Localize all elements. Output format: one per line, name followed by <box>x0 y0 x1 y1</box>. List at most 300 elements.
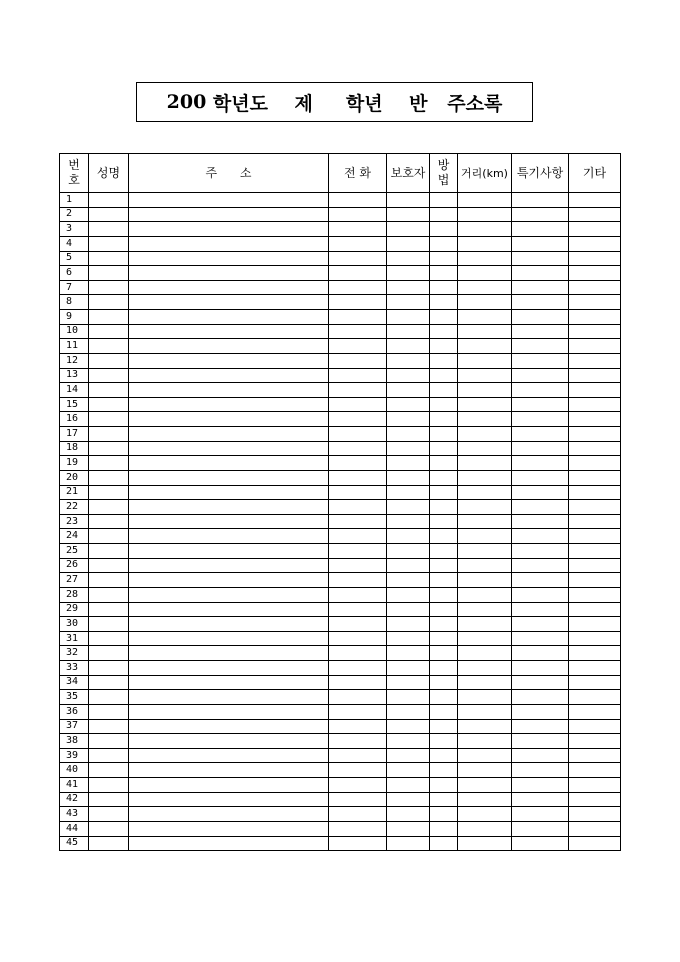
distance-cell[interactable] <box>458 222 512 237</box>
other-cell[interactable] <box>569 748 621 763</box>
address-cell[interactable] <box>129 587 329 602</box>
phone-cell[interactable] <box>329 193 387 208</box>
guardian-cell[interactable] <box>387 617 430 632</box>
other-cell[interactable] <box>569 631 621 646</box>
address-cell[interactable] <box>129 368 329 383</box>
name-cell[interactable] <box>89 456 129 471</box>
notes-cell[interactable] <box>512 836 569 851</box>
other-cell[interactable] <box>569 427 621 442</box>
notes-cell[interactable] <box>512 456 569 471</box>
guardian-cell[interactable] <box>387 470 430 485</box>
guardian-cell[interactable] <box>387 514 430 529</box>
address-cell[interactable] <box>129 631 329 646</box>
phone-cell[interactable] <box>329 427 387 442</box>
distance-cell[interactable] <box>458 558 512 573</box>
phone-cell[interactable] <box>329 631 387 646</box>
distance-cell[interactable] <box>458 763 512 778</box>
notes-cell[interactable] <box>512 646 569 661</box>
address-cell[interactable] <box>129 704 329 719</box>
notes-cell[interactable] <box>512 383 569 398</box>
name-cell[interactable] <box>89 500 129 515</box>
guardian-cell[interactable] <box>387 792 430 807</box>
notes-cell[interactable] <box>512 587 569 602</box>
address-cell[interactable] <box>129 602 329 617</box>
notes-cell[interactable] <box>512 529 569 544</box>
address-cell[interactable] <box>129 324 329 339</box>
notes-cell[interactable] <box>512 339 569 354</box>
method-cell[interactable] <box>430 222 458 237</box>
notes-cell[interactable] <box>512 236 569 251</box>
method-cell[interactable] <box>430 602 458 617</box>
guardian-cell[interactable] <box>387 280 430 295</box>
address-cell[interactable] <box>129 529 329 544</box>
other-cell[interactable] <box>569 353 621 368</box>
method-cell[interactable] <box>430 661 458 676</box>
other-cell[interactable] <box>569 719 621 734</box>
address-cell[interactable] <box>129 207 329 222</box>
phone-cell[interactable] <box>329 792 387 807</box>
name-cell[interactable] <box>89 485 129 500</box>
name-cell[interactable] <box>89 778 129 793</box>
notes-cell[interactable] <box>512 222 569 237</box>
phone-cell[interactable] <box>329 310 387 325</box>
phone-cell[interactable] <box>329 719 387 734</box>
distance-cell[interactable] <box>458 280 512 295</box>
notes-cell[interactable] <box>512 485 569 500</box>
other-cell[interactable] <box>569 704 621 719</box>
name-cell[interactable] <box>89 748 129 763</box>
address-cell[interactable] <box>129 295 329 310</box>
address-cell[interactable] <box>129 470 329 485</box>
name-cell[interactable] <box>89 280 129 295</box>
name-cell[interactable] <box>89 412 129 427</box>
name-cell[interactable] <box>89 690 129 705</box>
method-cell[interactable] <box>430 500 458 515</box>
other-cell[interactable] <box>569 690 621 705</box>
other-cell[interactable] <box>569 383 621 398</box>
other-cell[interactable] <box>569 514 621 529</box>
guardian-cell[interactable] <box>387 661 430 676</box>
notes-cell[interactable] <box>512 193 569 208</box>
phone-cell[interactable] <box>329 544 387 559</box>
other-cell[interactable] <box>569 207 621 222</box>
guardian-cell[interactable] <box>387 763 430 778</box>
notes-cell[interactable] <box>512 368 569 383</box>
notes-cell[interactable] <box>512 661 569 676</box>
notes-cell[interactable] <box>512 353 569 368</box>
notes-cell[interactable] <box>512 514 569 529</box>
address-cell[interactable] <box>129 558 329 573</box>
other-cell[interactable] <box>569 792 621 807</box>
guardian-cell[interactable] <box>387 734 430 749</box>
address-cell[interactable] <box>129 807 329 822</box>
method-cell[interactable] <box>430 617 458 632</box>
guardian-cell[interactable] <box>387 353 430 368</box>
notes-cell[interactable] <box>512 251 569 266</box>
method-cell[interactable] <box>430 427 458 442</box>
address-cell[interactable] <box>129 617 329 632</box>
guardian-cell[interactable] <box>387 704 430 719</box>
method-cell[interactable] <box>430 792 458 807</box>
notes-cell[interactable] <box>512 734 569 749</box>
name-cell[interactable] <box>89 295 129 310</box>
guardian-cell[interactable] <box>387 807 430 822</box>
other-cell[interactable] <box>569 470 621 485</box>
other-cell[interactable] <box>569 836 621 851</box>
guardian-cell[interactable] <box>387 383 430 398</box>
name-cell[interactable] <box>89 368 129 383</box>
address-cell[interactable] <box>129 222 329 237</box>
distance-cell[interactable] <box>458 207 512 222</box>
guardian-cell[interactable] <box>387 529 430 544</box>
guardian-cell[interactable] <box>387 456 430 471</box>
method-cell[interactable] <box>430 470 458 485</box>
distance-cell[interactable] <box>458 514 512 529</box>
method-cell[interactable] <box>430 397 458 412</box>
name-cell[interactable] <box>89 602 129 617</box>
phone-cell[interactable] <box>329 587 387 602</box>
guardian-cell[interactable] <box>387 339 430 354</box>
address-cell[interactable] <box>129 456 329 471</box>
address-cell[interactable] <box>129 763 329 778</box>
distance-cell[interactable] <box>458 587 512 602</box>
guardian-cell[interactable] <box>387 441 430 456</box>
distance-cell[interactable] <box>458 602 512 617</box>
method-cell[interactable] <box>430 368 458 383</box>
name-cell[interactable] <box>89 587 129 602</box>
guardian-cell[interactable] <box>387 324 430 339</box>
notes-cell[interactable] <box>512 631 569 646</box>
name-cell[interactable] <box>89 821 129 836</box>
name-cell[interactable] <box>89 383 129 398</box>
phone-cell[interactable] <box>329 353 387 368</box>
method-cell[interactable] <box>430 587 458 602</box>
method-cell[interactable] <box>430 719 458 734</box>
phone-cell[interactable] <box>329 280 387 295</box>
phone-cell[interactable] <box>329 529 387 544</box>
address-cell[interactable] <box>129 383 329 398</box>
name-cell[interactable] <box>89 558 129 573</box>
guardian-cell[interactable] <box>387 500 430 515</box>
other-cell[interactable] <box>569 193 621 208</box>
notes-cell[interactable] <box>512 748 569 763</box>
address-cell[interactable] <box>129 266 329 281</box>
name-cell[interactable] <box>89 514 129 529</box>
distance-cell[interactable] <box>458 778 512 793</box>
name-cell[interactable] <box>89 646 129 661</box>
distance-cell[interactable] <box>458 719 512 734</box>
other-cell[interactable] <box>569 763 621 778</box>
name-cell[interactable] <box>89 324 129 339</box>
other-cell[interactable] <box>569 339 621 354</box>
guardian-cell[interactable] <box>387 602 430 617</box>
notes-cell[interactable] <box>512 704 569 719</box>
method-cell[interactable] <box>430 836 458 851</box>
method-cell[interactable] <box>430 383 458 398</box>
phone-cell[interactable] <box>329 324 387 339</box>
phone-cell[interactable] <box>329 456 387 471</box>
address-cell[interactable] <box>129 573 329 588</box>
guardian-cell[interactable] <box>387 558 430 573</box>
method-cell[interactable] <box>430 748 458 763</box>
distance-cell[interactable] <box>458 485 512 500</box>
phone-cell[interactable] <box>329 266 387 281</box>
name-cell[interactable] <box>89 544 129 559</box>
name-cell[interactable] <box>89 661 129 676</box>
name-cell[interactable] <box>89 339 129 354</box>
distance-cell[interactable] <box>458 573 512 588</box>
distance-cell[interactable] <box>458 266 512 281</box>
guardian-cell[interactable] <box>387 368 430 383</box>
name-cell[interactable] <box>89 470 129 485</box>
address-cell[interactable] <box>129 778 329 793</box>
phone-cell[interactable] <box>329 748 387 763</box>
notes-cell[interactable] <box>512 324 569 339</box>
phone-cell[interactable] <box>329 222 387 237</box>
guardian-cell[interactable] <box>387 397 430 412</box>
name-cell[interactable] <box>89 573 129 588</box>
method-cell[interactable] <box>430 763 458 778</box>
other-cell[interactable] <box>569 368 621 383</box>
other-cell[interactable] <box>569 295 621 310</box>
guardian-cell[interactable] <box>387 778 430 793</box>
method-cell[interactable] <box>430 514 458 529</box>
other-cell[interactable] <box>569 587 621 602</box>
address-cell[interactable] <box>129 251 329 266</box>
other-cell[interactable] <box>569 222 621 237</box>
method-cell[interactable] <box>430 646 458 661</box>
other-cell[interactable] <box>569 807 621 822</box>
name-cell[interactable] <box>89 251 129 266</box>
distance-cell[interactable] <box>458 236 512 251</box>
method-cell[interactable] <box>430 339 458 354</box>
name-cell[interactable] <box>89 763 129 778</box>
notes-cell[interactable] <box>512 763 569 778</box>
notes-cell[interactable] <box>512 792 569 807</box>
distance-cell[interactable] <box>458 529 512 544</box>
name-cell[interactable] <box>89 353 129 368</box>
address-cell[interactable] <box>129 193 329 208</box>
distance-cell[interactable] <box>458 310 512 325</box>
address-cell[interactable] <box>129 310 329 325</box>
other-cell[interactable] <box>569 617 621 632</box>
method-cell[interactable] <box>430 734 458 749</box>
name-cell[interactable] <box>89 266 129 281</box>
distance-cell[interactable] <box>458 295 512 310</box>
distance-cell[interactable] <box>458 690 512 705</box>
address-cell[interactable] <box>129 544 329 559</box>
method-cell[interactable] <box>430 631 458 646</box>
phone-cell[interactable] <box>329 339 387 354</box>
phone-cell[interactable] <box>329 661 387 676</box>
name-cell[interactable] <box>89 734 129 749</box>
name-cell[interactable] <box>89 719 129 734</box>
notes-cell[interactable] <box>512 558 569 573</box>
notes-cell[interactable] <box>512 602 569 617</box>
guardian-cell[interactable] <box>387 207 430 222</box>
notes-cell[interactable] <box>512 544 569 559</box>
method-cell[interactable] <box>430 193 458 208</box>
method-cell[interactable] <box>430 573 458 588</box>
method-cell[interactable] <box>430 675 458 690</box>
distance-cell[interactable] <box>458 412 512 427</box>
phone-cell[interactable] <box>329 807 387 822</box>
address-cell[interactable] <box>129 514 329 529</box>
other-cell[interactable] <box>569 485 621 500</box>
other-cell[interactable] <box>569 236 621 251</box>
address-cell[interactable] <box>129 675 329 690</box>
method-cell[interactable] <box>430 295 458 310</box>
phone-cell[interactable] <box>329 412 387 427</box>
phone-cell[interactable] <box>329 690 387 705</box>
name-cell[interactable] <box>89 441 129 456</box>
phone-cell[interactable] <box>329 514 387 529</box>
distance-cell[interactable] <box>458 324 512 339</box>
phone-cell[interactable] <box>329 207 387 222</box>
notes-cell[interactable] <box>512 441 569 456</box>
method-cell[interactable] <box>430 558 458 573</box>
distance-cell[interactable] <box>458 836 512 851</box>
name-cell[interactable] <box>89 193 129 208</box>
guardian-cell[interactable] <box>387 748 430 763</box>
distance-cell[interactable] <box>458 397 512 412</box>
name-cell[interactable] <box>89 807 129 822</box>
guardian-cell[interactable] <box>387 544 430 559</box>
address-cell[interactable] <box>129 719 329 734</box>
phone-cell[interactable] <box>329 821 387 836</box>
method-cell[interactable] <box>430 324 458 339</box>
phone-cell[interactable] <box>329 441 387 456</box>
address-cell[interactable] <box>129 397 329 412</box>
method-cell[interactable] <box>430 456 458 471</box>
notes-cell[interactable] <box>512 821 569 836</box>
address-cell[interactable] <box>129 734 329 749</box>
other-cell[interactable] <box>569 251 621 266</box>
notes-cell[interactable] <box>512 675 569 690</box>
notes-cell[interactable] <box>512 280 569 295</box>
distance-cell[interactable] <box>458 441 512 456</box>
address-cell[interactable] <box>129 427 329 442</box>
guardian-cell[interactable] <box>387 675 430 690</box>
name-cell[interactable] <box>89 236 129 251</box>
other-cell[interactable] <box>569 544 621 559</box>
notes-cell[interactable] <box>512 500 569 515</box>
phone-cell[interactable] <box>329 251 387 266</box>
other-cell[interactable] <box>569 529 621 544</box>
guardian-cell[interactable] <box>387 236 430 251</box>
method-cell[interactable] <box>430 236 458 251</box>
other-cell[interactable] <box>569 266 621 281</box>
name-cell[interactable] <box>89 704 129 719</box>
distance-cell[interactable] <box>458 500 512 515</box>
other-cell[interactable] <box>569 558 621 573</box>
distance-cell[interactable] <box>458 470 512 485</box>
other-cell[interactable] <box>569 734 621 749</box>
guardian-cell[interactable] <box>387 836 430 851</box>
distance-cell[interactable] <box>458 427 512 442</box>
other-cell[interactable] <box>569 821 621 836</box>
phone-cell[interactable] <box>329 602 387 617</box>
guardian-cell[interactable] <box>387 485 430 500</box>
notes-cell[interactable] <box>512 412 569 427</box>
other-cell[interactable] <box>569 310 621 325</box>
phone-cell[interactable] <box>329 368 387 383</box>
other-cell[interactable] <box>569 661 621 676</box>
other-cell[interactable] <box>569 441 621 456</box>
notes-cell[interactable] <box>512 427 569 442</box>
notes-cell[interactable] <box>512 295 569 310</box>
guardian-cell[interactable] <box>387 631 430 646</box>
distance-cell[interactable] <box>458 675 512 690</box>
guardian-cell[interactable] <box>387 719 430 734</box>
phone-cell[interactable] <box>329 836 387 851</box>
address-cell[interactable] <box>129 485 329 500</box>
notes-cell[interactable] <box>512 310 569 325</box>
address-cell[interactable] <box>129 412 329 427</box>
name-cell[interactable] <box>89 617 129 632</box>
method-cell[interactable] <box>430 441 458 456</box>
guardian-cell[interactable] <box>387 222 430 237</box>
method-cell[interactable] <box>430 280 458 295</box>
phone-cell[interactable] <box>329 295 387 310</box>
address-cell[interactable] <box>129 500 329 515</box>
phone-cell[interactable] <box>329 470 387 485</box>
distance-cell[interactable] <box>458 821 512 836</box>
distance-cell[interactable] <box>458 631 512 646</box>
distance-cell[interactable] <box>458 807 512 822</box>
method-cell[interactable] <box>430 207 458 222</box>
other-cell[interactable] <box>569 675 621 690</box>
method-cell[interactable] <box>430 690 458 705</box>
address-cell[interactable] <box>129 353 329 368</box>
name-cell[interactable] <box>89 427 129 442</box>
other-cell[interactable] <box>569 500 621 515</box>
guardian-cell[interactable] <box>387 690 430 705</box>
method-cell[interactable] <box>430 529 458 544</box>
phone-cell[interactable] <box>329 617 387 632</box>
address-cell[interactable] <box>129 748 329 763</box>
address-cell[interactable] <box>129 661 329 676</box>
address-cell[interactable] <box>129 646 329 661</box>
address-cell[interactable] <box>129 441 329 456</box>
guardian-cell[interactable] <box>387 266 430 281</box>
guardian-cell[interactable] <box>387 573 430 588</box>
phone-cell[interactable] <box>329 646 387 661</box>
guardian-cell[interactable] <box>387 251 430 266</box>
notes-cell[interactable] <box>512 690 569 705</box>
phone-cell[interactable] <box>329 704 387 719</box>
name-cell[interactable] <box>89 207 129 222</box>
guardian-cell[interactable] <box>387 821 430 836</box>
other-cell[interactable] <box>569 280 621 295</box>
phone-cell[interactable] <box>329 558 387 573</box>
address-cell[interactable] <box>129 236 329 251</box>
method-cell[interactable] <box>430 544 458 559</box>
method-cell[interactable] <box>430 704 458 719</box>
name-cell[interactable] <box>89 792 129 807</box>
phone-cell[interactable] <box>329 734 387 749</box>
guardian-cell[interactable] <box>387 427 430 442</box>
guardian-cell[interactable] <box>387 412 430 427</box>
distance-cell[interactable] <box>458 456 512 471</box>
other-cell[interactable] <box>569 602 621 617</box>
method-cell[interactable] <box>430 266 458 281</box>
notes-cell[interactable] <box>512 207 569 222</box>
guardian-cell[interactable] <box>387 310 430 325</box>
method-cell[interactable] <box>430 778 458 793</box>
name-cell[interactable] <box>89 675 129 690</box>
other-cell[interactable] <box>569 456 621 471</box>
